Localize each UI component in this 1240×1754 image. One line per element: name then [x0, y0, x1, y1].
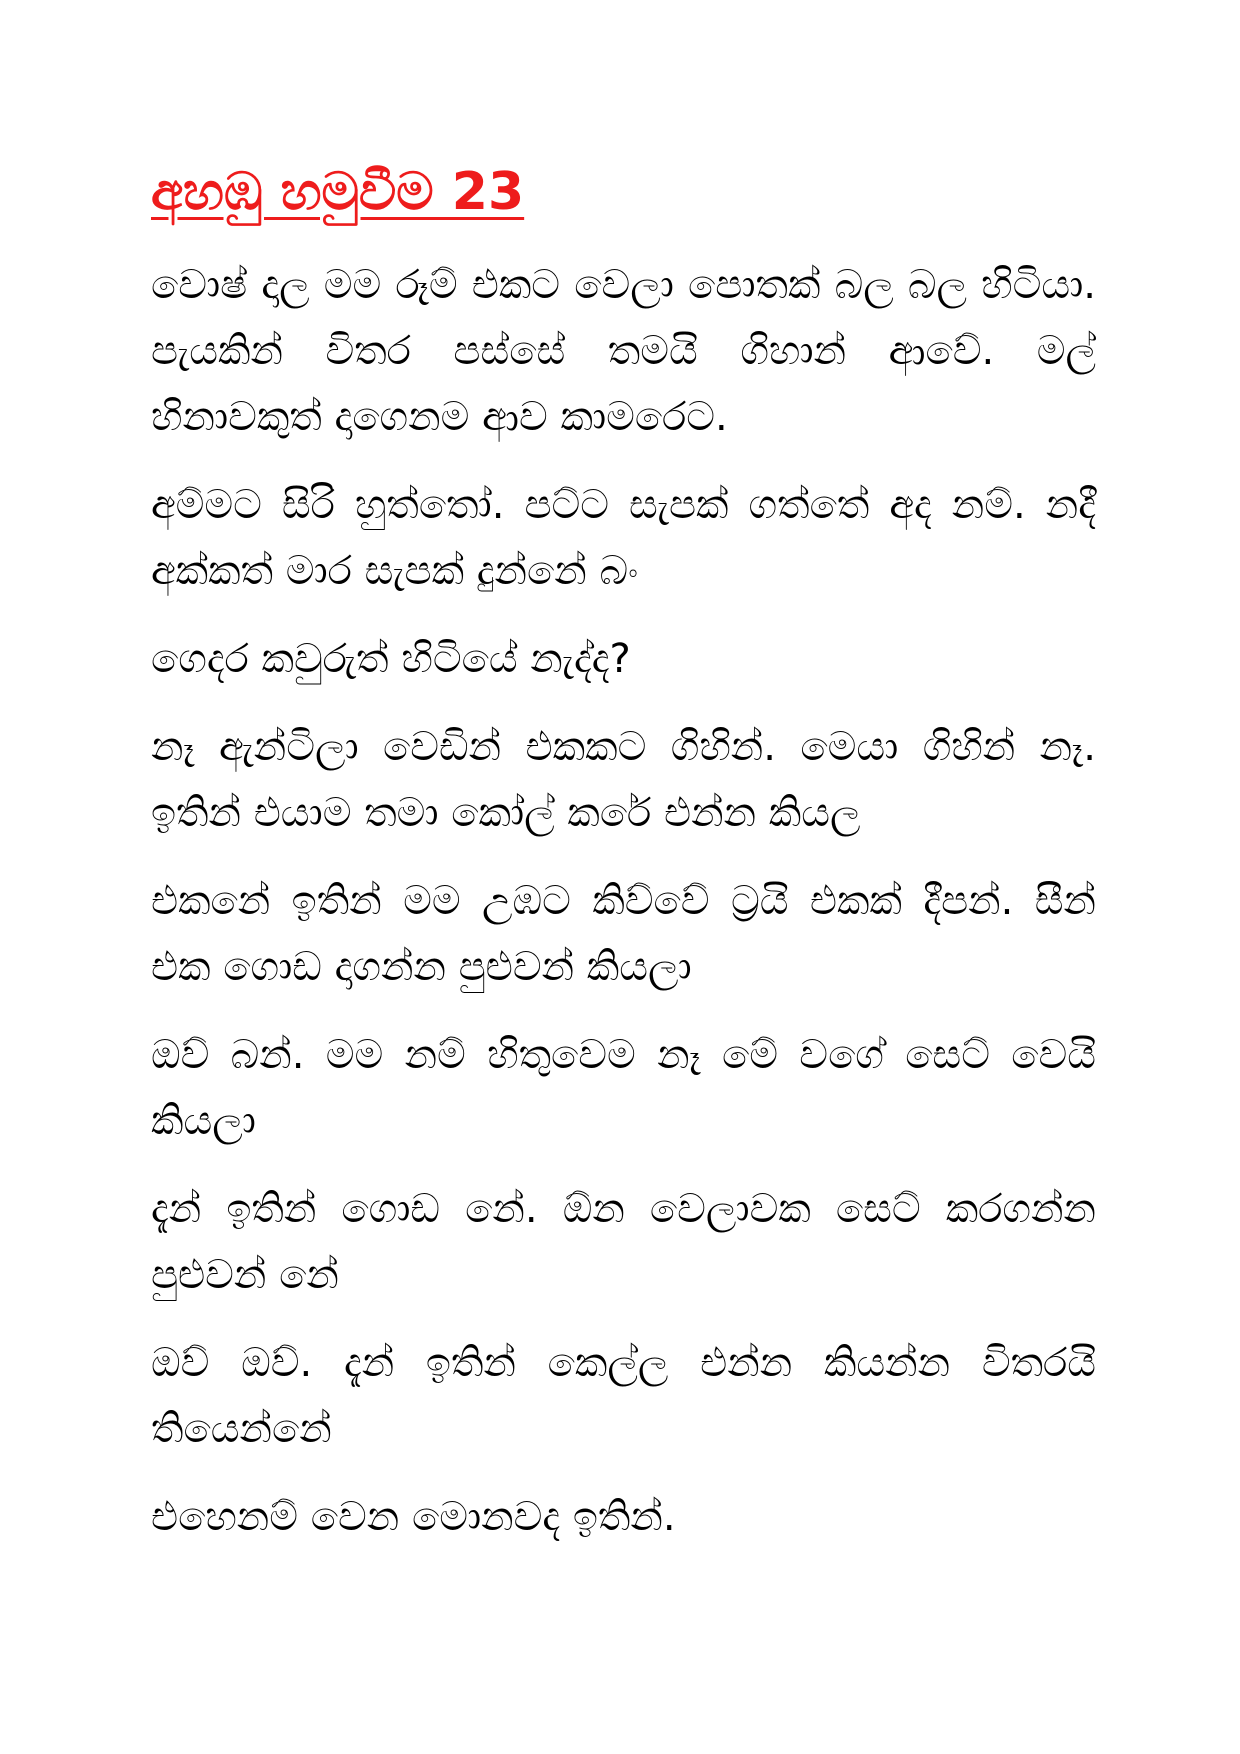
document-body: [151, 152, 1096, 1572]
paragraph: ඔව් ඔව්. දැන් ඉතින් කෙල්ල එන්න කියන්න විතරයි තියෙන්නේ: [151, 1340, 1096, 1452]
paragraph: එහෙනම් වෙන මොනවද ඉතින්.: [151, 1494, 676, 1540]
paragraph: අම්මට සිරි හුත්තෝ. පට්ට සැපක් ගත්තේ අද නම්. නදී අක්කත් මාර සැපක් දුන්නේ බං: [151, 482, 1096, 594]
document-title: අහඹු හමුවීම 23: [151, 162, 525, 222]
paragraph: ගෙදර කවුරුත් හිටියේ නැද්ද?: [151, 636, 631, 682]
paragraph: ඔව් බන්. මම නම් හිතුවෙම නෑ මේ වගේ සෙට් වෙයි කියලා: [151, 1032, 1096, 1144]
paragraph: එකනේ ඉතින් මම උඹට කිව්වේ ට්‍රයි එකක් දීපන්. සීන් එක ගොඩ දාගන්න පුළුවන් කියලා: [151, 878, 1096, 990]
paragraph: නෑ ඇන්ටිලා වෙඩින් එකකට ගිහින්. මෙයා ගිහින් නෑ. ඉතින් එයාම තමා කෝල් කරේ එන්න කියල: [151, 724, 1096, 836]
paragraph: වොෂ් දාල මම රූම් එකට වෙලා පොතක් බල බල හිටියා. පැයකින් විතර පස්සේ තමයි ගිහාන් ආවේ. මල් හිනාවකුත් දාගෙනම ආව කාමරෙට.: [151, 262, 1096, 440]
paragraph: දැන් ඉතින් ගොඩ නේ. ඕන වෙලාවක සෙට් කරගන්න පුළුවන් නේ: [151, 1186, 1096, 1298]
